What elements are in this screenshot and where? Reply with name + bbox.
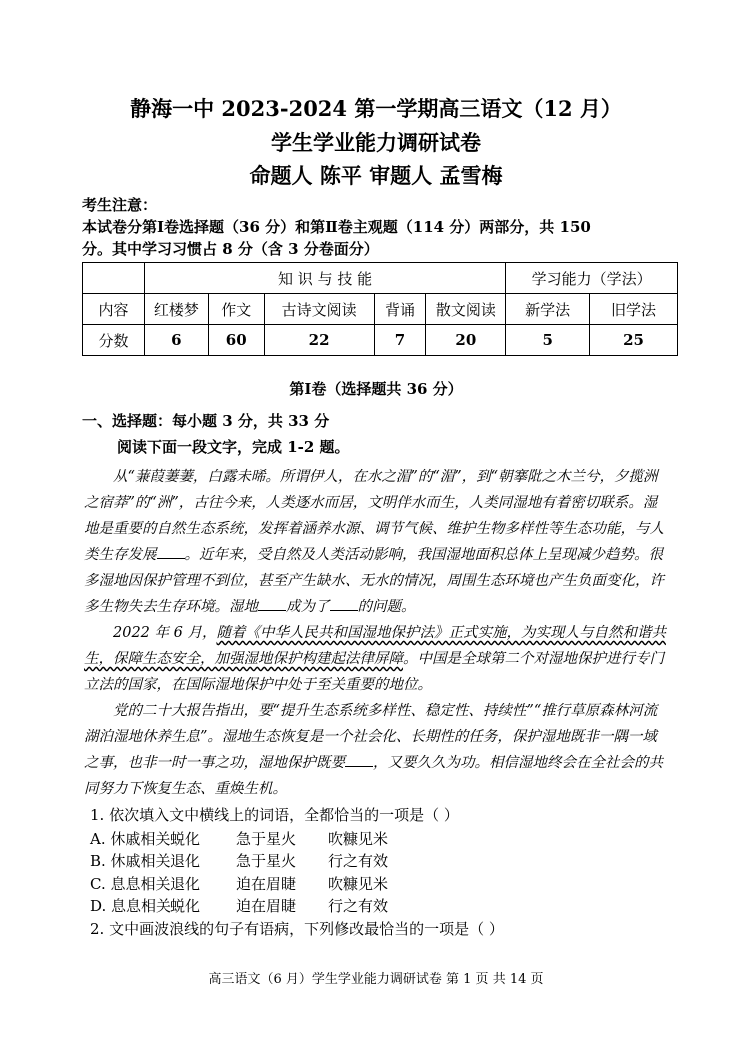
passage-text: ，又要久久为功。相信湿地终会在全社会的共同努力下恢复生态、重焕生机。	[84, 755, 663, 797]
table-cell: 旧学法	[590, 294, 678, 325]
option-cell: 行之有效	[328, 897, 389, 915]
exam-authors: 命题人 陈平 审题人 孟雪梅	[249, 163, 503, 188]
row-label-content: 内容	[83, 294, 145, 325]
table-cell: 作文	[208, 294, 264, 325]
table-cell: 5	[506, 325, 590, 356]
option-cell: 迫在眉睫	[236, 875, 297, 893]
notice-label: 考生注意：	[82, 196, 158, 214]
passage-text: 从“蒹葭萋萋，白露未晞。所谓伊人，在水之湄”的“湄”，到“朝搴阰之木兰兮，夕揽洲之宿莽”的“洲”，古往今来，人类逐水而居，文明伴水而生，人类同湿地有着密切联系。湿地是重要的自然生态系统，发挥着涵养水源、调节气候、维护生物多样性等生态功能，与人类生存发展	[84, 469, 664, 563]
option-cell: B. 休戚相关	[90, 852, 171, 870]
table-cell: 新学法	[506, 294, 590, 325]
table-cell: 红楼梦	[144, 294, 208, 325]
score-distribution-table	[82, 262, 678, 356]
section-title: 第Ⅰ卷（选择题共 36 分）	[289, 380, 463, 398]
passage-paragraph-1	[84, 464, 668, 620]
table-row	[83, 325, 678, 356]
table-cell: 古诗文阅读	[264, 294, 374, 325]
notice-line-1: 本试卷分第Ⅰ卷选择题（36 分）和第Ⅱ卷主观题（114 分）两部分，共 150	[82, 218, 591, 236]
exam-title: 静海一中 2023-2024 第一学期高三语文（12 月）	[130, 96, 622, 121]
option-cell: C. 息息相关	[90, 875, 171, 893]
passage-text: 党的二十大报告指出，要“提升生态系统多样性、稳定性、持续性”“推行草原森林河流湖泊湿地休养生息”。湿地生态恢复是一个社会化、长期性的任务，保护湿地既非一隅一域之事，也非一时一事之功，湿地保护既要	[84, 703, 658, 771]
passage-text: 的问题。	[357, 599, 416, 615]
fill-blank-3	[330, 596, 358, 611]
option-cell: 退化	[170, 875, 201, 893]
table-cell: 7	[374, 325, 426, 356]
option-cell: 迫在眉睫	[236, 897, 297, 915]
table-cell: 20	[426, 325, 506, 356]
group-knowledge-skills: 知 识 与 技 能	[144, 263, 505, 294]
option-cell: 行之有效	[328, 852, 389, 870]
table-cell: 25	[590, 325, 678, 356]
passage-text: 成为了	[286, 599, 330, 615]
page-footer: 高三语文（6 月）学生学业能力调研试卷 第 1 页 共 14 页	[208, 972, 544, 987]
option-cell: 退化	[170, 852, 201, 870]
question-1-option-a	[90, 828, 388, 850]
part-heading: 一、选择题：每小题 3 分，共 33 分	[82, 412, 330, 430]
option-cell: 蜕化	[170, 830, 201, 848]
table-cell: 6	[144, 325, 208, 356]
question-1-option-d	[90, 895, 388, 917]
passage-paragraph-2	[84, 620, 668, 698]
fill-blank-2	[258, 596, 286, 611]
exam-subtitle: 学生学业能力调研试卷	[271, 130, 481, 155]
group-learning-ability: 学习能力（学法）	[506, 263, 678, 294]
question-1-option-c	[90, 873, 388, 895]
option-cell: D. 息息相关	[90, 897, 172, 915]
passage-paragraph-3	[84, 698, 668, 802]
fill-blank-1	[157, 544, 185, 559]
option-cell: 吹糠见米	[328, 875, 389, 893]
row-label-score: 分数	[83, 325, 145, 356]
fill-blank-4	[345, 752, 373, 767]
option-cell: A. 休戚相关	[90, 830, 171, 848]
reading-instruction: 阅读下面一段文字，完成 1-2 题。	[117, 438, 350, 456]
question-2-stem: 2. 文中画波浪线的句子有语病，下列修改最恰当的一项是（ ）	[90, 920, 504, 938]
question-1-stem: 1. 依次填入文中横线上的词语，全都恰当的一项是（ ）	[90, 806, 459, 824]
option-cell: 急于星火	[236, 852, 297, 870]
wavy-underlined-sentence: 随着《中华人民共和国湿地保护法》正式实施，为实现人与自然和谐共生，保障生态安全，加强湿地保护构建起法律屏障	[84, 625, 666, 667]
table-cell-empty	[83, 263, 145, 294]
table-cell: 60	[208, 325, 264, 356]
notice-line-2: 分。其中学习习惯占 8 分（含 3 分卷面分）	[82, 240, 379, 258]
option-cell: 蜕化	[170, 897, 201, 915]
table-cell: 散文阅读	[426, 294, 506, 325]
passage-text: 2022 年 6 月，	[113, 625, 217, 641]
table-row	[83, 294, 678, 325]
option-cell: 吹糠见米	[328, 830, 389, 848]
table-cell: 22	[264, 325, 374, 356]
passage-text: 。近年来，受自然及人类活动影响，我国湿地面积总体上呈现减少趋势。很多湿地因保护管理不到位，甚至产生缺水、无水的情况，周围生态环境也产生负面变化，许多生物失去生存环境。湿地	[84, 547, 664, 615]
passage-text: 。中国是全球第二个对湿地保护进行专门立法的国家，在国际湿地保护中处于至关重要的地位。	[84, 651, 664, 693]
option-cell: 急于星火	[236, 830, 297, 848]
table-cell: 背诵	[374, 294, 426, 325]
reading-passage	[84, 464, 668, 802]
table-row	[83, 263, 678, 294]
question-1-option-b	[90, 850, 388, 872]
